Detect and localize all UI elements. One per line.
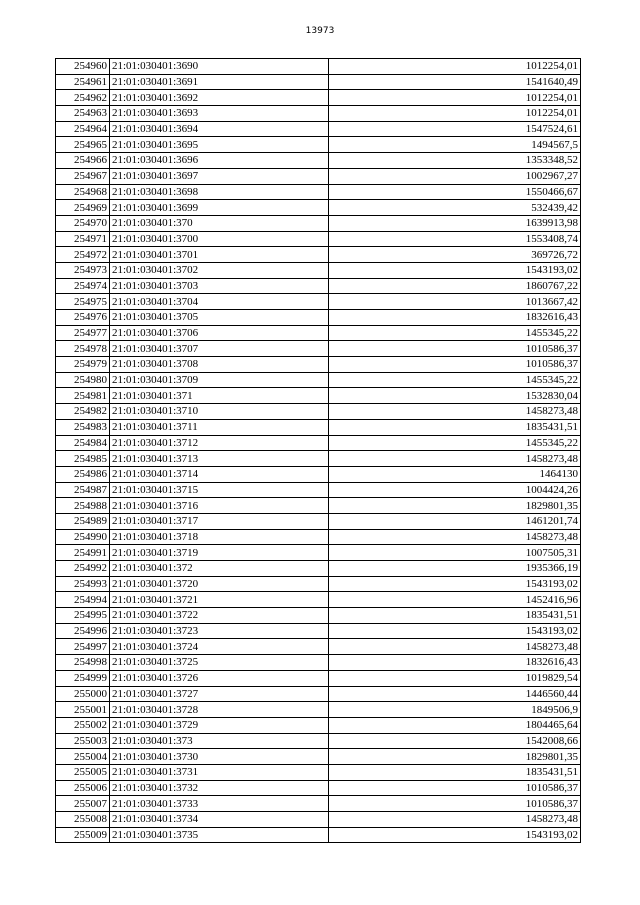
row-number: 254961 bbox=[56, 74, 110, 90]
row-number: 254968 bbox=[56, 184, 110, 200]
cadastral-number: 21:01:030401:3731 bbox=[110, 764, 329, 780]
table-row bbox=[56, 623, 581, 639]
row-number: 254967 bbox=[56, 168, 110, 184]
row-number: 254975 bbox=[56, 294, 110, 310]
table-row bbox=[56, 215, 581, 231]
cadastral-value: 1446560,44 bbox=[329, 686, 581, 702]
table-row bbox=[56, 529, 581, 545]
cadastral-number: 21:01:030401:3712 bbox=[110, 435, 329, 451]
cadastral-value: 1458273,48 bbox=[329, 451, 581, 467]
row-number: 254971 bbox=[56, 231, 110, 247]
row-number: 254969 bbox=[56, 200, 110, 216]
cadastral-number: 21:01:030401:3714 bbox=[110, 466, 329, 482]
cadastral-number: 21:01:030401:3716 bbox=[110, 498, 329, 514]
cadastral-value-table bbox=[55, 58, 581, 843]
row-number: 254996 bbox=[56, 623, 110, 639]
cadastral-value: 369726,72 bbox=[329, 247, 581, 263]
cadastral-number: 21:01:030401:3709 bbox=[110, 372, 329, 388]
cadastral-value: 1012254,01 bbox=[329, 90, 581, 106]
table-row bbox=[56, 561, 581, 577]
row-number: 254994 bbox=[56, 592, 110, 608]
cadastral-value: 1849506,9 bbox=[329, 702, 581, 718]
table-row bbox=[56, 764, 581, 780]
row-number: 254980 bbox=[56, 372, 110, 388]
table-row bbox=[56, 247, 581, 263]
cadastral-number: 21:01:030401:3724 bbox=[110, 639, 329, 655]
cadastral-value: 1804465,64 bbox=[329, 717, 581, 733]
table-body bbox=[56, 59, 581, 843]
row-number: 254983 bbox=[56, 419, 110, 435]
table-row bbox=[56, 74, 581, 90]
table-row bbox=[56, 262, 581, 278]
cadastral-value: 1458273,48 bbox=[329, 639, 581, 655]
row-number: 255009 bbox=[56, 827, 110, 843]
cadastral-value: 1543193,02 bbox=[329, 827, 581, 843]
cadastral-number: 21:01:030401:3729 bbox=[110, 717, 329, 733]
cadastral-number: 21:01:030401:3715 bbox=[110, 482, 329, 498]
table-row bbox=[56, 200, 581, 216]
cadastral-value: 1832616,43 bbox=[329, 310, 581, 326]
cadastral-value: 1550466,67 bbox=[329, 184, 581, 200]
table-row bbox=[56, 341, 581, 357]
table-row bbox=[56, 733, 581, 749]
cadastral-number: 21:01:030401:3723 bbox=[110, 623, 329, 639]
row-number: 255007 bbox=[56, 796, 110, 812]
cadastral-number: 21:01:030401:3717 bbox=[110, 513, 329, 529]
cadastral-number: 21:01:030401:3719 bbox=[110, 545, 329, 561]
cadastral-value: 1541640,49 bbox=[329, 74, 581, 90]
row-number: 255002 bbox=[56, 717, 110, 733]
row-number: 255001 bbox=[56, 702, 110, 718]
table-row bbox=[56, 482, 581, 498]
cadastral-number: 21:01:030401:3691 bbox=[110, 74, 329, 90]
cadastral-number: 21:01:030401:3700 bbox=[110, 231, 329, 247]
cadastral-number: 21:01:030401:3702 bbox=[110, 262, 329, 278]
cadastral-value: 1012254,01 bbox=[329, 59, 581, 75]
cadastral-number: 21:01:030401:373 bbox=[110, 733, 329, 749]
cadastral-value: 1532830,04 bbox=[329, 388, 581, 404]
row-number: 254999 bbox=[56, 670, 110, 686]
cadastral-number: 21:01:030401:3704 bbox=[110, 294, 329, 310]
table-row bbox=[56, 59, 581, 75]
table-row bbox=[56, 90, 581, 106]
row-number: 255005 bbox=[56, 764, 110, 780]
cadastral-number: 21:01:030401:3732 bbox=[110, 780, 329, 796]
cadastral-number: 21:01:030401:3692 bbox=[110, 90, 329, 106]
cadastral-number: 21:01:030401:3707 bbox=[110, 341, 329, 357]
cadastral-number: 21:01:030401:3705 bbox=[110, 310, 329, 326]
cadastral-value: 1010586,37 bbox=[329, 780, 581, 796]
table-row bbox=[56, 576, 581, 592]
row-number: 254989 bbox=[56, 513, 110, 529]
row-number: 254978 bbox=[56, 341, 110, 357]
cadastral-number: 21:01:030401:3698 bbox=[110, 184, 329, 200]
row-number: 254986 bbox=[56, 466, 110, 482]
cadastral-number: 21:01:030401:3693 bbox=[110, 106, 329, 122]
row-number: 255008 bbox=[56, 812, 110, 828]
cadastral-value: 1835431,51 bbox=[329, 764, 581, 780]
cadastral-number: 21:01:030401:3708 bbox=[110, 357, 329, 373]
cadastral-value: 1455345,22 bbox=[329, 435, 581, 451]
table-row bbox=[56, 357, 581, 373]
row-number: 255006 bbox=[56, 780, 110, 796]
cadastral-value: 1007505,31 bbox=[329, 545, 581, 561]
cadastral-value: 1458273,48 bbox=[329, 529, 581, 545]
cadastral-number: 21:01:030401:3699 bbox=[110, 200, 329, 216]
cadastral-number: 21:01:030401:3728 bbox=[110, 702, 329, 718]
cadastral-value: 1010586,37 bbox=[329, 357, 581, 373]
row-number: 254960 bbox=[56, 59, 110, 75]
row-number: 254972 bbox=[56, 247, 110, 263]
row-number: 254981 bbox=[56, 388, 110, 404]
cadastral-number: 21:01:030401:371 bbox=[110, 388, 329, 404]
cadastral-value: 1004424,26 bbox=[329, 482, 581, 498]
cadastral-value: 1464130 bbox=[329, 466, 581, 482]
cadastral-number: 21:01:030401:3701 bbox=[110, 247, 329, 263]
table-row bbox=[56, 451, 581, 467]
table-row bbox=[56, 513, 581, 529]
table-row bbox=[56, 466, 581, 482]
cadastral-number: 21:01:030401:3720 bbox=[110, 576, 329, 592]
cadastral-value: 1543193,02 bbox=[329, 576, 581, 592]
cadastral-number: 21:01:030401:3696 bbox=[110, 153, 329, 169]
cadastral-number: 21:01:030401:3690 bbox=[110, 59, 329, 75]
table-row bbox=[56, 404, 581, 420]
row-number: 254987 bbox=[56, 482, 110, 498]
cadastral-value: 1455345,22 bbox=[329, 325, 581, 341]
table-row bbox=[56, 827, 581, 843]
cadastral-number: 21:01:030401:3713 bbox=[110, 451, 329, 467]
table-row bbox=[56, 278, 581, 294]
row-number: 254964 bbox=[56, 121, 110, 137]
cadastral-value: 1542008,66 bbox=[329, 733, 581, 749]
table-row bbox=[56, 372, 581, 388]
row-number: 254997 bbox=[56, 639, 110, 655]
cadastral-value: 1455345,22 bbox=[329, 372, 581, 388]
cadastral-value: 532439,42 bbox=[329, 200, 581, 216]
cadastral-number: 21:01:030401:3721 bbox=[110, 592, 329, 608]
cadastral-number: 21:01:030401:3706 bbox=[110, 325, 329, 341]
cadastral-number: 21:01:030401:3725 bbox=[110, 655, 329, 671]
row-number: 254977 bbox=[56, 325, 110, 341]
cadastral-number: 21:01:030401:3695 bbox=[110, 137, 329, 153]
table-row bbox=[56, 498, 581, 514]
cadastral-value: 1012254,01 bbox=[329, 106, 581, 122]
cadastral-value: 1452416,96 bbox=[329, 592, 581, 608]
row-number: 254995 bbox=[56, 608, 110, 624]
table-row bbox=[56, 231, 581, 247]
row-number: 254962 bbox=[56, 90, 110, 106]
row-number: 254976 bbox=[56, 310, 110, 326]
table-row bbox=[56, 780, 581, 796]
table-row bbox=[56, 670, 581, 686]
cadastral-number: 21:01:030401:3694 bbox=[110, 121, 329, 137]
cadastral-number: 21:01:030401:3711 bbox=[110, 419, 329, 435]
cadastral-value: 1010586,37 bbox=[329, 796, 581, 812]
cadastral-number: 21:01:030401:3718 bbox=[110, 529, 329, 545]
cadastral-value: 1019829,54 bbox=[329, 670, 581, 686]
cadastral-value: 1458273,48 bbox=[329, 404, 581, 420]
cadastral-value: 1547524,61 bbox=[329, 121, 581, 137]
table-row bbox=[56, 153, 581, 169]
cadastral-number: 21:01:030401:3734 bbox=[110, 812, 329, 828]
cadastral-value: 1935366,19 bbox=[329, 561, 581, 577]
table-row bbox=[56, 419, 581, 435]
table-row bbox=[56, 749, 581, 765]
cadastral-value: 1835431,51 bbox=[329, 608, 581, 624]
cadastral-number: 21:01:030401:3697 bbox=[110, 168, 329, 184]
row-number: 254992 bbox=[56, 561, 110, 577]
table-row bbox=[56, 121, 581, 137]
table-row bbox=[56, 686, 581, 702]
row-number: 254965 bbox=[56, 137, 110, 153]
cadastral-value: 1543193,02 bbox=[329, 262, 581, 278]
row-number: 254966 bbox=[56, 153, 110, 169]
table-row bbox=[56, 294, 581, 310]
table-row bbox=[56, 137, 581, 153]
row-number: 254963 bbox=[56, 106, 110, 122]
table-row bbox=[56, 812, 581, 828]
table-row bbox=[56, 106, 581, 122]
cadastral-value: 1458273,48 bbox=[329, 812, 581, 828]
table-row bbox=[56, 796, 581, 812]
cadastral-number: 21:01:030401:3722 bbox=[110, 608, 329, 624]
cadastral-number: 21:01:030401:3710 bbox=[110, 404, 329, 420]
row-number: 254974 bbox=[56, 278, 110, 294]
table-row bbox=[56, 545, 581, 561]
table-row bbox=[56, 310, 581, 326]
cadastral-value: 1002967,27 bbox=[329, 168, 581, 184]
table-row bbox=[56, 717, 581, 733]
cadastral-number: 21:01:030401:3703 bbox=[110, 278, 329, 294]
table-row bbox=[56, 388, 581, 404]
row-number: 255003 bbox=[56, 733, 110, 749]
row-number: 254998 bbox=[56, 655, 110, 671]
row-number: 254990 bbox=[56, 529, 110, 545]
cadastral-value: 1835431,51 bbox=[329, 419, 581, 435]
cadastral-value: 1832616,43 bbox=[329, 655, 581, 671]
row-number: 254993 bbox=[56, 576, 110, 592]
table-row bbox=[56, 592, 581, 608]
table-row bbox=[56, 655, 581, 671]
cadastral-value: 1829801,35 bbox=[329, 498, 581, 514]
cadastral-value: 1494567,5 bbox=[329, 137, 581, 153]
cadastral-value: 1353348,52 bbox=[329, 153, 581, 169]
cadastral-value: 1829801,35 bbox=[329, 749, 581, 765]
table-row bbox=[56, 702, 581, 718]
row-number: 254985 bbox=[56, 451, 110, 467]
cadastral-value: 1543193,02 bbox=[329, 623, 581, 639]
row-number: 254979 bbox=[56, 357, 110, 373]
cadastral-value: 1013667,42 bbox=[329, 294, 581, 310]
row-number: 254973 bbox=[56, 262, 110, 278]
row-number: 255000 bbox=[56, 686, 110, 702]
row-number: 254991 bbox=[56, 545, 110, 561]
row-number: 254988 bbox=[56, 498, 110, 514]
table-row bbox=[56, 435, 581, 451]
cadastral-number: 21:01:030401:3733 bbox=[110, 796, 329, 812]
page-number: 13973 bbox=[305, 26, 335, 36]
cadastral-value: 1461201,74 bbox=[329, 513, 581, 529]
row-number: 254982 bbox=[56, 404, 110, 420]
cadastral-number: 21:01:030401:370 bbox=[110, 215, 329, 231]
cadastral-number: 21:01:030401:3726 bbox=[110, 670, 329, 686]
table-row bbox=[56, 184, 581, 200]
cadastral-number: 21:01:030401:372 bbox=[110, 561, 329, 577]
cadastral-number: 21:01:030401:3727 bbox=[110, 686, 329, 702]
cadastral-number: 21:01:030401:3735 bbox=[110, 827, 329, 843]
cadastral-value: 1010586,37 bbox=[329, 341, 581, 357]
row-number: 255004 bbox=[56, 749, 110, 765]
table-row bbox=[56, 168, 581, 184]
cadastral-number: 21:01:030401:3730 bbox=[110, 749, 329, 765]
row-number: 254970 bbox=[56, 215, 110, 231]
cadastral-value: 1860767,22 bbox=[329, 278, 581, 294]
table-row bbox=[56, 608, 581, 624]
cadastral-value: 1553408,74 bbox=[329, 231, 581, 247]
cadastral-value: 1639913,98 bbox=[329, 215, 581, 231]
table-row bbox=[56, 325, 581, 341]
table-row bbox=[56, 639, 581, 655]
row-number: 254984 bbox=[56, 435, 110, 451]
